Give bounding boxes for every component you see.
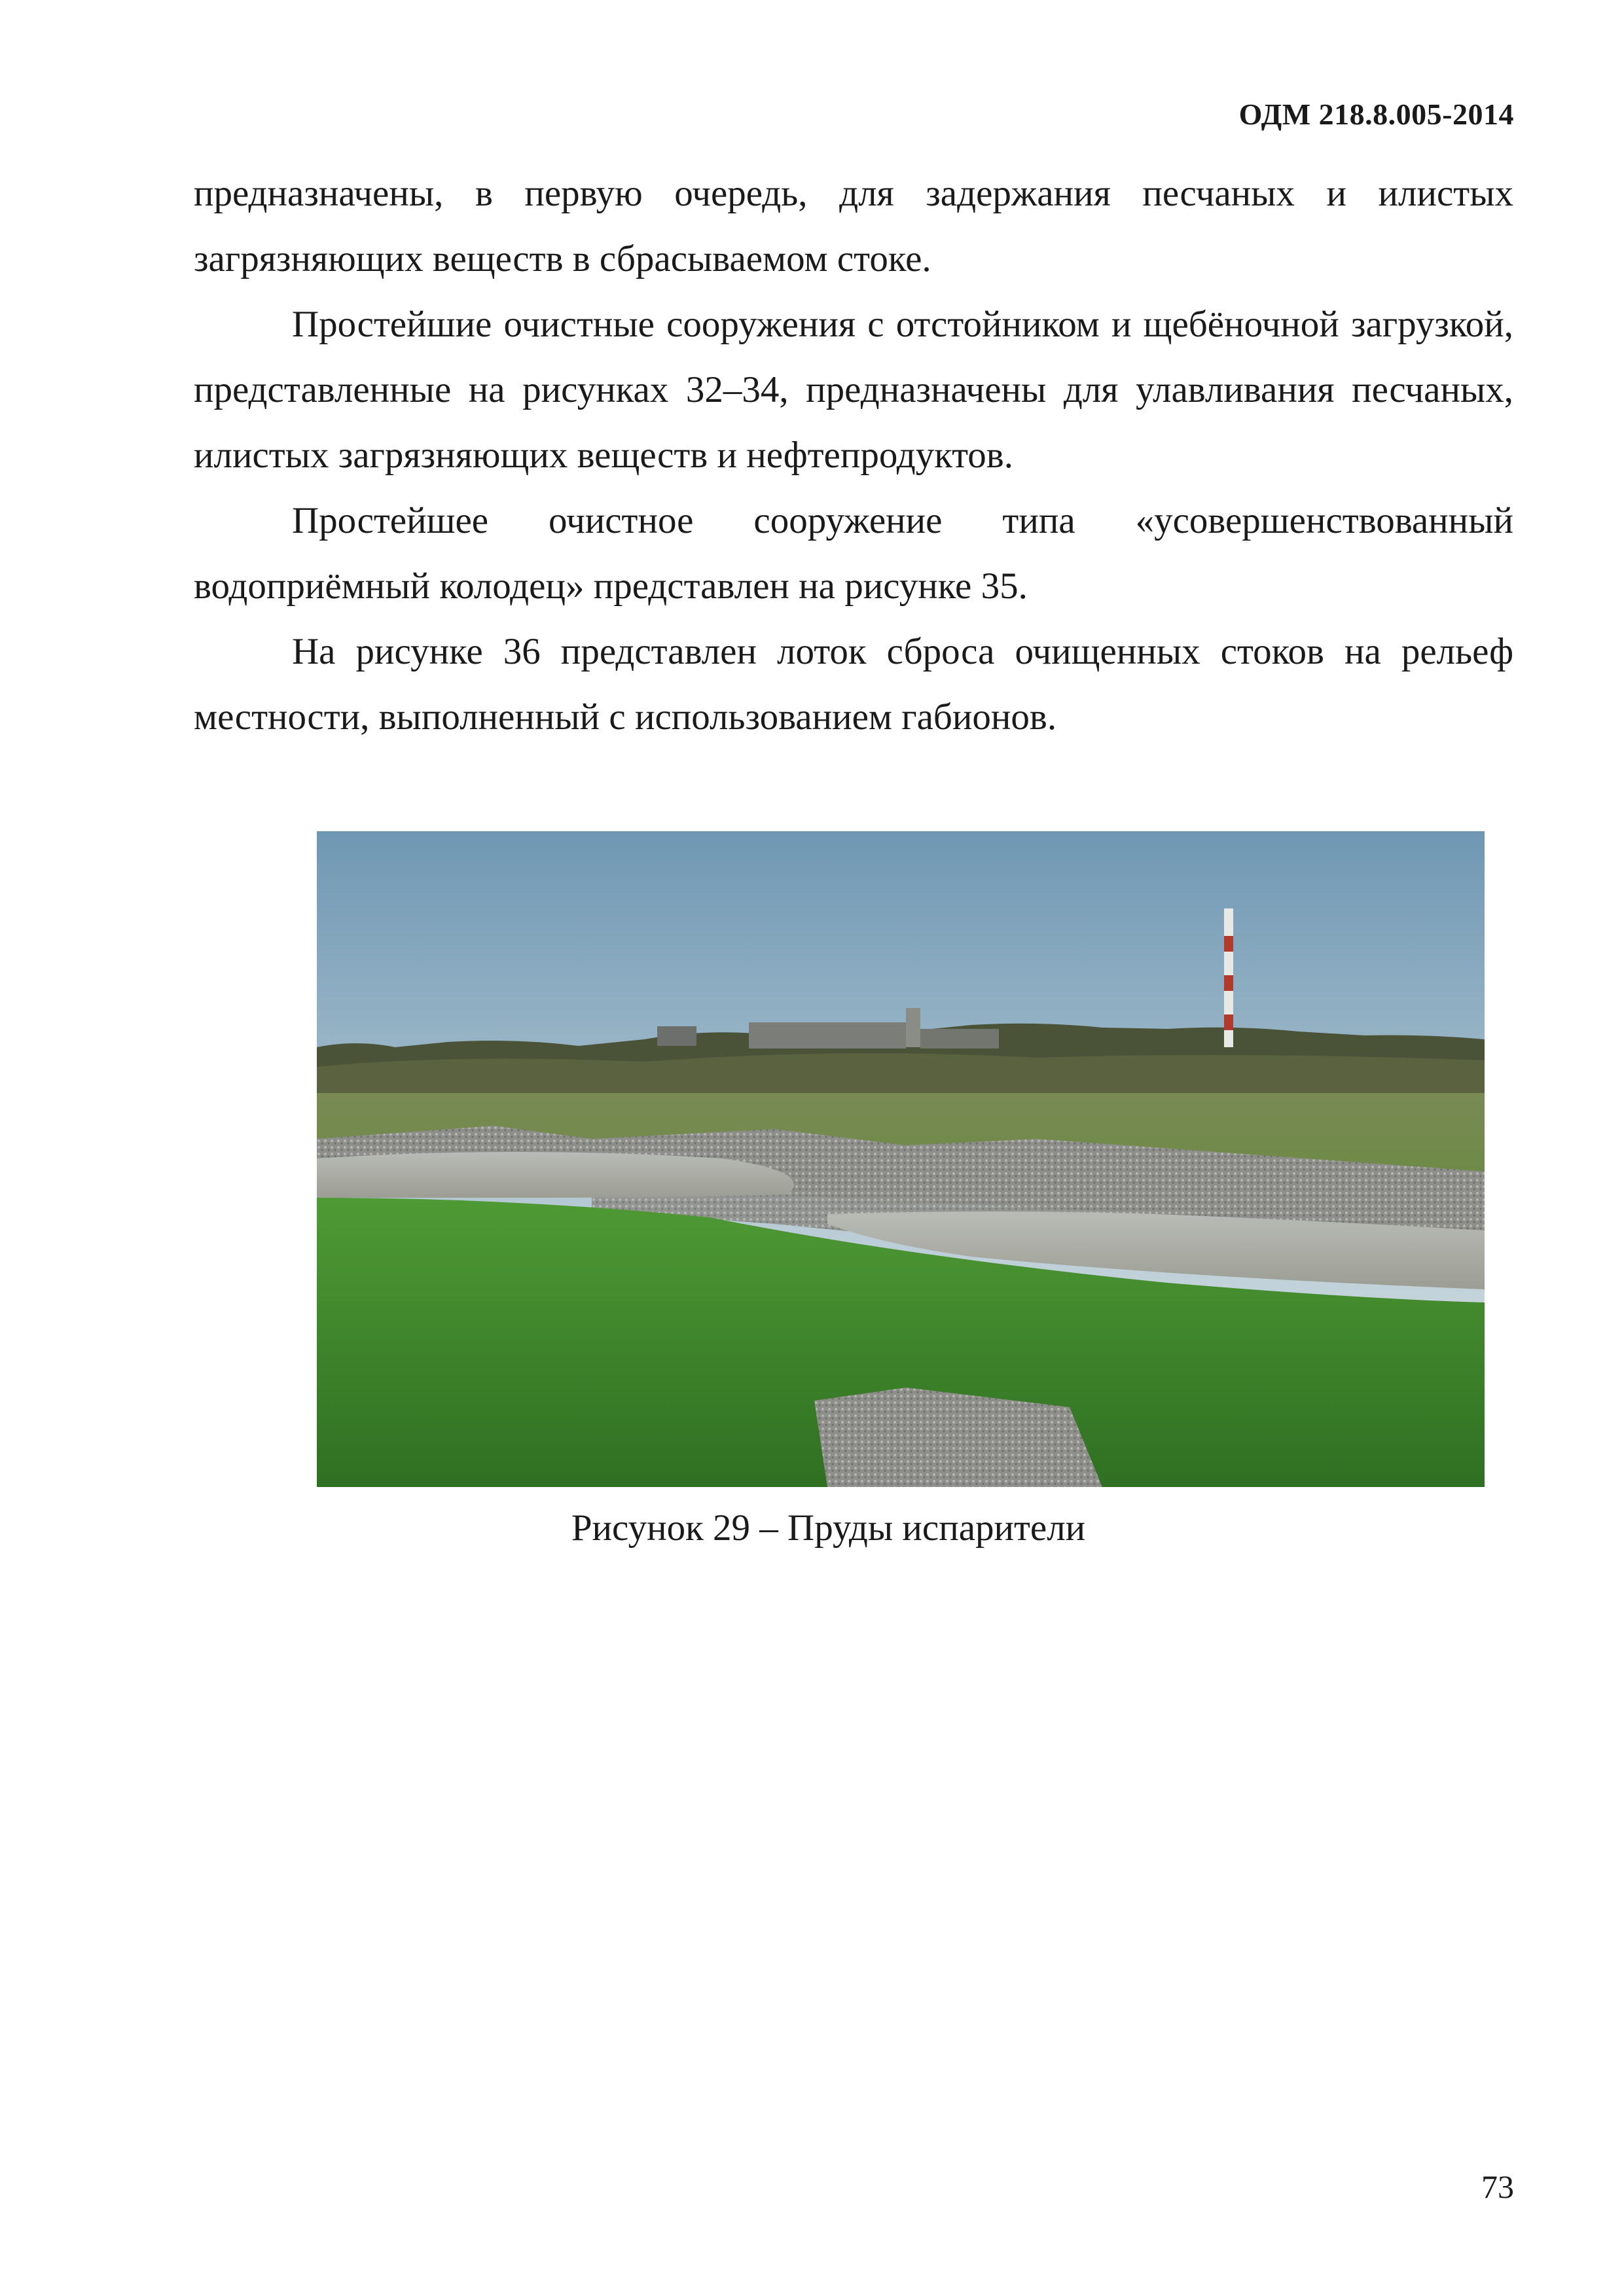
chimney	[1224, 908, 1233, 1047]
paragraph-3: Простейшее очистное сооружение типа «усовершенствованный водоприёмный колодец» представлен на рисунке 35.	[194, 500, 1513, 607]
paragraph-2: Простейшие очистные сооружения с отстойником и щебёночной загрузкой, представленные на рисунках 32–34, предназначены для улавливания песчаных, илистых загрязняющих веществ и нефтепродуктов.	[194, 304, 1513, 476]
figure-caption: Рисунок 29 – Пруды испарители	[571, 1507, 1086, 1549]
pond-left	[317, 1152, 794, 1198]
paragraph-1: предназначены, в первую очередь, для задержания песчаных и илистых загрязняющих веществ в сбрасываемом стоке.	[194, 173, 1513, 279]
document-code-header: ОДМ 218.8.005-2014	[1238, 98, 1514, 131]
figure-photo-evaporation-ponds	[317, 831, 1485, 1487]
page-number: 73	[1481, 2168, 1514, 2205]
paragraph-4: На рисунке 36 представлен лоток сброса очищенных стоков на рельеф местности, выполненный с использованием габионов.	[194, 631, 1513, 738]
body-text	[194, 161, 1513, 750]
